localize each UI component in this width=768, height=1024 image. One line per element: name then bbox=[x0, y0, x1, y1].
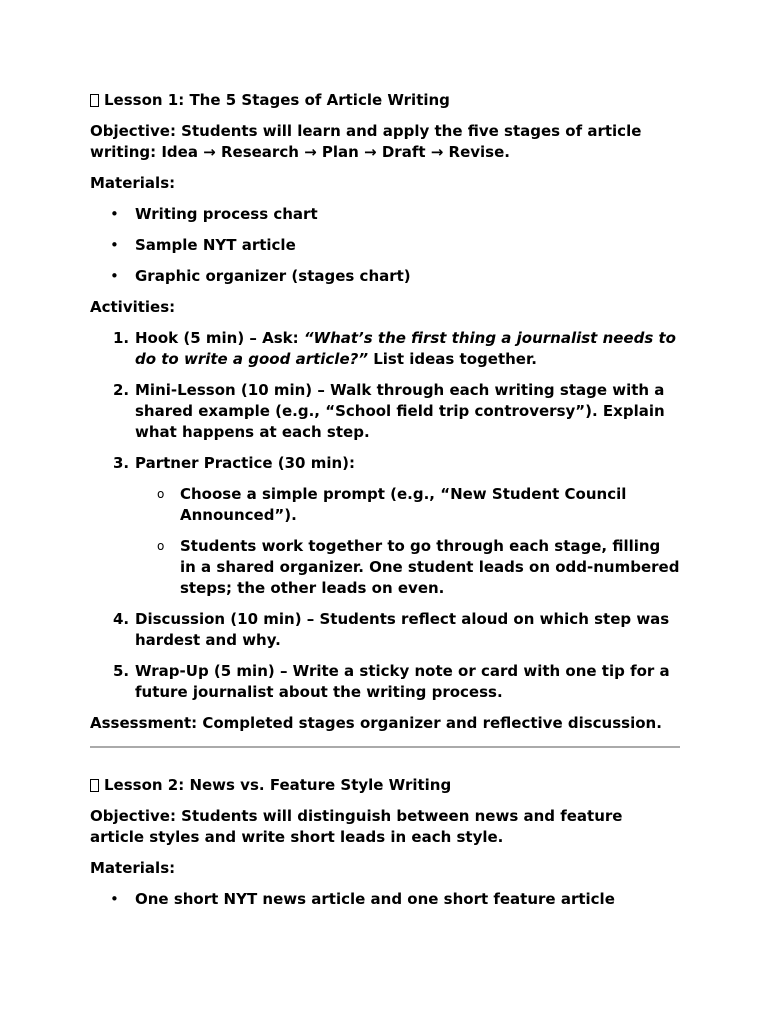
activity-number: 5. bbox=[113, 662, 130, 680]
lesson2-objective: Objective: Students will distinguish between news and feature article styles and write short leads in each style. bbox=[90, 807, 623, 846]
lesson1-assessment: Assessment: Completed stages organizer and reflective discussion. bbox=[90, 714, 662, 732]
activity-number: 1. bbox=[113, 329, 130, 347]
lesson1-activities-label: Activities: bbox=[90, 298, 176, 316]
lesson1-materials-list bbox=[90, 204, 680, 287]
lesson1-title: Lesson 1: The 5 Stages of Article Writing bbox=[104, 91, 450, 109]
lesson1-materials-label: Materials: bbox=[90, 174, 176, 192]
document-page bbox=[90, 90, 680, 920]
lesson2-heading bbox=[90, 775, 680, 796]
sub-list-item bbox=[135, 536, 680, 599]
activity-item bbox=[90, 380, 680, 443]
activity-text: Discussion (10 min) – Students reflect aloud on which step was hardest and why. bbox=[135, 610, 670, 649]
lesson1-objective: Objective: Students will learn and apply the five stages of article writing: Idea → Research → Plan → Draft → Revise. bbox=[90, 122, 642, 161]
activity-sub-list bbox=[135, 484, 680, 599]
activity-number: 3. bbox=[113, 454, 130, 472]
list-item: • One short NYT news article and one short feature article bbox=[90, 889, 680, 910]
lesson2-materials-list bbox=[90, 889, 680, 910]
activity-text-tail: List ideas together. bbox=[367, 350, 537, 368]
activity-number: 2. bbox=[113, 381, 130, 399]
activity-quote: “What’s the first thing a journalist needs to do to write a good article?” bbox=[135, 329, 676, 368]
sub-list-item bbox=[135, 484, 680, 526]
list-item: • Graphic organizer (stages chart) bbox=[90, 266, 680, 287]
sub-bullet-icon: o bbox=[157, 539, 165, 553]
lesson2-title: Lesson 2: News vs. Feature Style Writing bbox=[104, 776, 452, 794]
activity-text: Wrap-Up (5 min) – Write a sticky note or card with one tip for a future journalist about the writing process. bbox=[135, 662, 670, 701]
list-item: • Sample NYT article bbox=[90, 235, 680, 256]
activity-text: Partner Practice (30 min): bbox=[135, 454, 356, 472]
activity-text: Hook (5 min) – Ask: bbox=[135, 329, 304, 347]
activity-item bbox=[90, 453, 680, 599]
activity-number: 4. bbox=[113, 610, 130, 628]
sub-item-text: Choose a simple prompt (e.g., “New Student Council Announced”). bbox=[180, 485, 627, 524]
activity-item bbox=[90, 661, 680, 703]
missing-glyph-icon bbox=[90, 94, 99, 107]
missing-glyph-icon bbox=[90, 779, 99, 792]
activity-item bbox=[90, 609, 680, 651]
section-divider bbox=[90, 746, 680, 748]
lesson2-materials-label: Materials: bbox=[90, 859, 176, 877]
list-item: • Writing process chart bbox=[90, 204, 680, 225]
activity-item bbox=[90, 328, 680, 370]
sub-item-text: Students work together to go through each stage, filling in a shared organizer. One student leads on odd-numbered steps; the other leads on even. bbox=[180, 537, 680, 597]
lesson1-heading bbox=[90, 90, 680, 111]
lesson1-activities-list bbox=[90, 328, 680, 703]
activity-text: Mini-Lesson (10 min) – Walk through each writing stage with a shared example (e.g., “School field trip controversy”). Explain what happens at each step. bbox=[135, 381, 665, 441]
sub-bullet-icon: o bbox=[157, 487, 165, 501]
